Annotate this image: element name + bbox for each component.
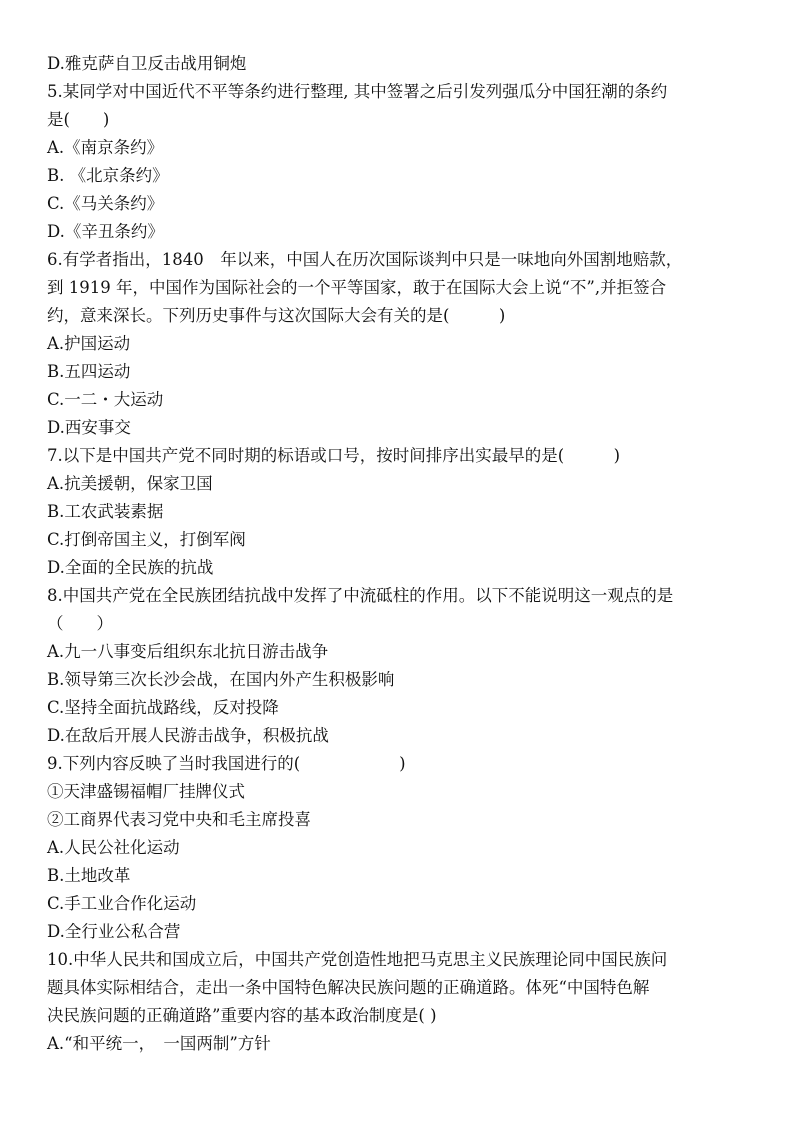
q7-option-b: B.工农武装素据	[47, 502, 164, 521]
q10-option-a: A.“和平统一， 一国两制”方针	[47, 1034, 271, 1053]
q5-option-d: D.《辛丑条约》	[47, 222, 164, 241]
q5-option-c: C.《马关条约》	[47, 194, 164, 213]
q10-stem-line-2: 题具体实际相结合，走出一条中国特色解决民族问题的正确道路。体死“中国特色解	[47, 978, 650, 997]
q7-option-d: D.全面的全民族的抗战	[47, 558, 214, 577]
q10-stem-line-1: 10.中华人民共和国成立后，中国共产党创造性地把马克思主义民族理论同中国民族问	[47, 950, 668, 969]
q8-option-c: C.坚持全面抗战路线，反对投降	[47, 698, 279, 717]
q7-option-c: C.打倒帝国主义，打倒军阀	[47, 530, 246, 549]
q5-stem-line-1: 5.某同学对中国近代不平等条约进行整理, 其中签署之后引发列强瓜分中国狂潮的条约	[47, 82, 668, 101]
q7-option-a: A.抗美援朝，保家卫国	[47, 474, 213, 493]
q9-option-d: D.全行业公私合营	[47, 922, 181, 941]
q8-stem-line-2: （ ）	[47, 614, 113, 633]
q10-stem-line-3: 决民族问题的正确道路”重要内容的基本政治制度是( )	[47, 1006, 437, 1025]
q9-option-a: A.人民公社化运动	[47, 838, 180, 857]
q6-option-d: D.西安事交	[47, 418, 131, 437]
q5-option-b: B. 《北京条约》	[47, 166, 169, 185]
q6-stem-line-2: 到 1919 年，中国作为国际社会的一个平等国家，敢于在国际大会上说“不”,并拒签合	[47, 278, 667, 297]
q5-option-a: A.《南京条约》	[47, 138, 164, 157]
q9-option-c: C.手工业合作化运动	[47, 894, 197, 913]
q9-option-b: B.土地改革	[47, 866, 131, 885]
q8-stem-line-1: 8.中国共产党在全民族团结抗战中发挥了中流砥柱的作用。以下不能说明这一观点的是	[47, 586, 674, 605]
document-page	[47, 50, 757, 1058]
q6-option-a: A.护国运动	[47, 334, 131, 353]
q8-option-a: A.九一八事变后组织东北抗日游击战争	[47, 642, 329, 661]
q6-option-b: B.五四运动	[47, 362, 131, 381]
q4-option-d: D.雅克萨自卫反击战用铜炮	[47, 54, 247, 73]
q8-option-d: D.在敌后开展人民游击战争，积极抗战	[47, 726, 329, 745]
q9-item-2: ②工商界代表习党中央和毛主席投喜	[47, 810, 311, 829]
q6-option-c: C.一二・大运动	[47, 390, 164, 409]
q8-option-b: B.领导第三次长沙会战，在国内外产生积极影响	[47, 670, 395, 689]
q6-stem-line-3: 约，意来深长。下列历史事件与这次国际大会有关的是( )	[47, 306, 506, 325]
q6-stem-line-1: 6.有学者指出，1840 年以来，中国人在历次国际谈判中只是一味地向外国割地赔款，	[47, 250, 683, 269]
q7-stem: 7.以下是中国共产党不同时期的标语或口号，按时间排序出实最早的是( )	[47, 446, 621, 465]
q9-stem: 9.下列内容反映了当时我国进行的( )	[47, 754, 406, 773]
q9-item-1: ①天津盛锡福帽厂挂牌仪式	[47, 782, 245, 801]
q5-stem-line-2: 是( )	[47, 110, 110, 129]
